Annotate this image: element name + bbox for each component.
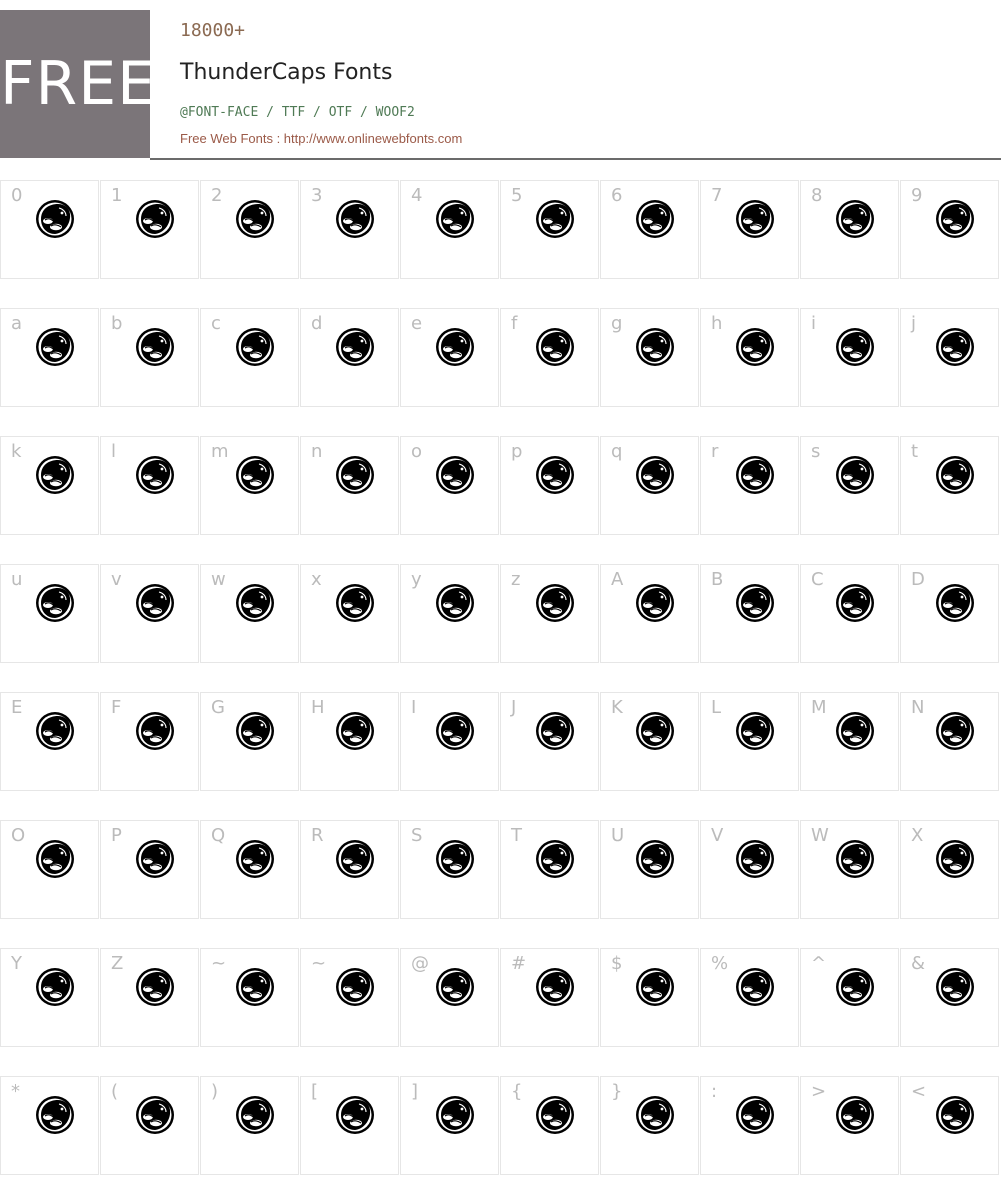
glyph-character-label: L (711, 697, 722, 718)
panther-head-glyph-icon (535, 1095, 575, 1135)
glyph-character-label: W (811, 825, 829, 846)
panther-head-glyph-icon (735, 1095, 775, 1135)
glyph-cell[interactable] (200, 692, 299, 791)
glyph-cell[interactable] (200, 564, 299, 663)
glyph-character-label: j (911, 313, 917, 334)
glyph-cell[interactable] (800, 436, 899, 535)
panther-head-glyph-icon (35, 199, 75, 239)
glyph-character-label: a (11, 313, 23, 334)
glyph-character-label: $ (611, 953, 623, 974)
panther-head-glyph-icon (35, 967, 75, 1007)
glyph-cell[interactable] (400, 948, 499, 1047)
glyph-character-label: e (411, 313, 423, 334)
glyph-character-label: 3 (311, 185, 323, 206)
panther-head-glyph-icon (835, 199, 875, 239)
glyph-cell[interactable] (900, 948, 999, 1047)
glyph-cell[interactable] (300, 948, 399, 1047)
panther-head-glyph-icon (535, 839, 575, 879)
glyph-character-label: g (611, 313, 623, 334)
glyph-character-label: E (11, 697, 23, 718)
source-link[interactable]: Free Web Fonts : http://www.onlinewebfonts.com (180, 131, 463, 146)
panther-head-glyph-icon (435, 327, 475, 367)
glyph-character-label: & (911, 953, 926, 974)
glyph-character-label: ~ (311, 953, 327, 974)
glyph-cell[interactable] (300, 308, 399, 407)
panther-head-glyph-icon (435, 711, 475, 751)
glyph-row (0, 436, 1001, 536)
glyph-character-label: F (111, 697, 122, 718)
glyph-cell[interactable] (800, 948, 899, 1047)
panther-head-glyph-icon (435, 455, 475, 495)
glyph-cell[interactable] (0, 948, 99, 1047)
glyph-character-label: d (311, 313, 323, 334)
panther-head-glyph-icon (635, 327, 675, 367)
panther-head-glyph-icon (735, 839, 775, 879)
glyph-cell[interactable] (600, 948, 699, 1047)
glyph-cell[interactable] (400, 436, 499, 535)
glyph-character-label: [ (311, 1081, 319, 1102)
glyph-cell[interactable] (200, 820, 299, 919)
glyph-character-label: 0 (11, 185, 23, 206)
panther-head-glyph-icon (135, 967, 175, 1007)
panther-head-glyph-icon (435, 583, 475, 623)
panther-head-glyph-icon (935, 327, 975, 367)
glyph-row (0, 948, 1001, 1048)
glyph-cell[interactable] (400, 180, 499, 279)
glyph-character-label: M (811, 697, 827, 718)
glyph-character-label: > (811, 1081, 827, 1102)
font-count: 18000+ (180, 20, 246, 41)
panther-head-glyph-icon (135, 199, 175, 239)
panther-head-glyph-icon (135, 711, 175, 751)
glyph-cell[interactable] (300, 180, 399, 279)
panther-head-glyph-icon (635, 711, 675, 751)
glyph-cell[interactable] (0, 1076, 99, 1175)
glyph-cell[interactable] (800, 180, 899, 279)
panther-head-glyph-icon (235, 327, 275, 367)
glyph-cell[interactable] (0, 820, 99, 919)
panther-head-glyph-icon (235, 967, 275, 1007)
panther-head-glyph-icon (335, 839, 375, 879)
glyph-character-label: * (11, 1081, 20, 1102)
panther-head-glyph-icon (735, 455, 775, 495)
panther-head-glyph-icon (835, 711, 875, 751)
glyph-cell[interactable] (100, 1076, 199, 1175)
glyph-cell[interactable] (500, 564, 599, 663)
glyph-character-label: m (211, 441, 229, 462)
panther-head-glyph-icon (935, 583, 975, 623)
glyph-cell[interactable] (100, 820, 199, 919)
panther-head-glyph-icon (35, 583, 75, 623)
glyph-character-label: h (711, 313, 723, 334)
glyph-character-label: A (611, 569, 624, 590)
glyph-cell[interactable] (100, 564, 199, 663)
glyph-cell[interactable] (100, 948, 199, 1047)
panther-head-glyph-icon (835, 327, 875, 367)
font-title: ThunderCaps Fonts (180, 60, 393, 85)
glyph-character-label: 5 (511, 185, 523, 206)
panther-head-glyph-icon (835, 455, 875, 495)
panther-head-glyph-icon (35, 1095, 75, 1135)
panther-head-glyph-icon (435, 1095, 475, 1135)
glyph-character-label: } (611, 1081, 623, 1102)
panther-head-glyph-icon (235, 1095, 275, 1135)
panther-head-glyph-icon (35, 839, 75, 879)
glyph-cell[interactable] (900, 1076, 999, 1175)
glyph-cell[interactable] (400, 308, 499, 407)
glyph-character-label: n (311, 441, 323, 462)
glyph-cell[interactable] (300, 564, 399, 663)
glyph-row (0, 1076, 1001, 1176)
glyph-cell[interactable] (500, 692, 599, 791)
glyph-character-label: ) (211, 1081, 219, 1102)
panther-head-glyph-icon (235, 711, 275, 751)
glyph-cell[interactable] (800, 564, 899, 663)
panther-head-glyph-icon (735, 199, 775, 239)
panther-head-glyph-icon (835, 583, 875, 623)
glyph-character-label: u (11, 569, 23, 590)
glyph-cell[interactable] (0, 564, 99, 663)
glyph-character-label: t (911, 441, 919, 462)
glyph-character-label: G (211, 697, 225, 718)
panther-head-glyph-icon (135, 583, 175, 623)
glyph-cell[interactable] (500, 308, 599, 407)
glyph-cell[interactable] (100, 692, 199, 791)
panther-head-glyph-icon (335, 711, 375, 751)
glyph-character-label: I (411, 697, 417, 718)
glyph-cell[interactable] (600, 564, 699, 663)
glyph-cell[interactable] (600, 820, 699, 919)
panther-head-glyph-icon (35, 327, 75, 367)
glyph-cell[interactable] (500, 1076, 599, 1175)
glyph-cell[interactable] (900, 436, 999, 535)
panther-head-glyph-icon (835, 1095, 875, 1135)
panther-head-glyph-icon (635, 455, 675, 495)
glyph-cell[interactable] (900, 820, 999, 919)
glyph-cell[interactable] (200, 1076, 299, 1175)
glyph-cell[interactable] (100, 180, 199, 279)
glyph-character-label: X (911, 825, 924, 846)
glyph-cell[interactable] (200, 180, 299, 279)
panther-head-glyph-icon (635, 967, 675, 1007)
glyph-cell[interactable] (200, 308, 299, 407)
glyph-cell[interactable] (0, 308, 99, 407)
glyph-character-label: p (511, 441, 523, 462)
glyph-character-label: O (11, 825, 26, 846)
glyph-character-label: P (111, 825, 122, 846)
panther-head-glyph-icon (435, 967, 475, 1007)
glyph-cell[interactable] (900, 564, 999, 663)
glyph-cell[interactable] (800, 820, 899, 919)
glyph-character-label: U (611, 825, 625, 846)
panther-head-glyph-icon (735, 711, 775, 751)
glyph-character-label: w (211, 569, 226, 590)
glyph-character-label: ~ (211, 953, 227, 974)
glyph-cell[interactable] (600, 180, 699, 279)
glyph-cell[interactable] (0, 436, 99, 535)
glyph-cell[interactable] (300, 1076, 399, 1175)
panther-head-glyph-icon (335, 1095, 375, 1135)
glyph-cell[interactable] (500, 436, 599, 535)
panther-head-glyph-icon (135, 327, 175, 367)
glyph-cell[interactable] (300, 692, 399, 791)
glyph-cell[interactable] (900, 308, 999, 407)
glyph-character-label: x (311, 569, 322, 590)
panther-head-glyph-icon (335, 455, 375, 495)
glyph-character-label: o (411, 441, 423, 462)
glyph-cell[interactable] (800, 692, 899, 791)
panther-head-glyph-icon (135, 455, 175, 495)
glyph-character-label: V (711, 825, 724, 846)
glyph-cell[interactable] (500, 180, 599, 279)
glyph-cell[interactable] (100, 308, 199, 407)
panther-head-glyph-icon (635, 199, 675, 239)
glyph-character-label: ( (111, 1081, 119, 1102)
panther-head-glyph-icon (235, 583, 275, 623)
glyph-cell[interactable] (500, 948, 599, 1047)
glyph-character-label: H (311, 697, 325, 718)
glyph-cell[interactable] (600, 692, 699, 791)
page-header (0, 0, 1001, 160)
glyph-character-label: l (111, 441, 117, 462)
glyph-character-label: Q (211, 825, 226, 846)
glyph-cell[interactable] (400, 1076, 499, 1175)
glyph-character-label: K (611, 697, 623, 718)
panther-head-glyph-icon (535, 455, 575, 495)
glyph-cell[interactable] (800, 308, 899, 407)
glyph-cell[interactable] (700, 564, 799, 663)
free-badge (0, 10, 157, 158)
glyph-character-label: 1 (111, 185, 123, 206)
glyph-character-label: 9 (911, 185, 923, 206)
glyph-character-label: 7 (711, 185, 723, 206)
glyph-character-label: z (511, 569, 521, 590)
glyph-row (0, 180, 1001, 280)
glyph-cell[interactable] (400, 692, 499, 791)
glyph-character-label: k (11, 441, 22, 462)
panther-head-glyph-icon (335, 967, 375, 1007)
glyph-cell[interactable] (500, 820, 599, 919)
glyph-cell[interactable] (700, 948, 799, 1047)
panther-head-glyph-icon (935, 839, 975, 879)
glyph-cell[interactable] (700, 692, 799, 791)
glyph-character-label: : (711, 1081, 718, 1102)
glyph-cell[interactable] (0, 692, 99, 791)
panther-head-glyph-icon (435, 839, 475, 879)
glyph-cell[interactable] (600, 1076, 699, 1175)
glyph-cell[interactable] (700, 308, 799, 407)
glyph-character-label: 8 (811, 185, 823, 206)
glyph-character-label: v (111, 569, 122, 590)
panther-head-glyph-icon (535, 199, 575, 239)
glyph-cell[interactable] (0, 180, 99, 279)
glyph-character-label: T (511, 825, 522, 846)
panther-head-glyph-icon (535, 967, 575, 1007)
glyph-character-label: J (511, 697, 517, 718)
panther-head-glyph-icon (735, 327, 775, 367)
panther-head-glyph-icon (235, 839, 275, 879)
panther-head-glyph-icon (35, 455, 75, 495)
glyph-character-label: D (911, 569, 925, 590)
glyph-character-label: c (211, 313, 221, 334)
panther-head-glyph-icon (835, 839, 875, 879)
glyph-cell[interactable] (900, 692, 999, 791)
glyph-row (0, 692, 1001, 792)
panther-head-glyph-icon (535, 583, 575, 623)
glyph-cell[interactable] (300, 820, 399, 919)
glyph-cell[interactable] (200, 948, 299, 1047)
glyph-cell[interactable] (800, 1076, 899, 1175)
glyph-character-label: s (811, 441, 821, 462)
panther-head-glyph-icon (335, 199, 375, 239)
panther-head-glyph-icon (935, 711, 975, 751)
glyph-cell[interactable] (900, 180, 999, 279)
panther-head-glyph-icon (335, 327, 375, 367)
glyph-character-label: 4 (411, 185, 423, 206)
panther-head-glyph-icon (935, 1095, 975, 1135)
panther-head-glyph-icon (935, 967, 975, 1007)
glyph-cell[interactable] (100, 436, 199, 535)
glyph-character-label: ^ (811, 953, 827, 974)
glyph-character-label: N (911, 697, 925, 718)
panther-head-glyph-icon (235, 199, 275, 239)
panther-head-glyph-icon (35, 711, 75, 751)
glyph-character-label: Z (111, 953, 124, 974)
glyph-character-label: 6 (611, 185, 623, 206)
glyph-character-label: B (711, 569, 724, 590)
panther-head-glyph-icon (535, 711, 575, 751)
glyph-cell[interactable] (700, 820, 799, 919)
glyph-character-label: f (511, 313, 518, 334)
panther-head-glyph-icon (935, 455, 975, 495)
panther-head-glyph-icon (835, 967, 875, 1007)
glyph-character-label: Y (11, 953, 22, 974)
panther-head-glyph-icon (635, 583, 675, 623)
glyph-character-label: 2 (211, 185, 223, 206)
glyph-character-label: q (611, 441, 623, 462)
glyph-character-label: r (711, 441, 719, 462)
panther-head-glyph-icon (135, 839, 175, 879)
glyph-row (0, 820, 1001, 920)
glyph-character-label: y (411, 569, 422, 590)
glyph-cell[interactable] (600, 436, 699, 535)
glyph-character-label: < (911, 1081, 927, 1102)
glyph-character-label: ] (411, 1081, 419, 1102)
glyph-cell[interactable] (700, 1076, 799, 1175)
glyph-cell[interactable] (700, 436, 799, 535)
glyph-cell[interactable] (400, 564, 499, 663)
glyph-character-label: b (111, 313, 123, 334)
glyph-cell[interactable] (200, 436, 299, 535)
glyph-character-label: # (511, 953, 527, 974)
glyph-cell[interactable] (700, 180, 799, 279)
panther-head-glyph-icon (635, 839, 675, 879)
panther-head-glyph-icon (435, 199, 475, 239)
glyph-character-label: C (811, 569, 824, 590)
glyph-cell[interactable] (600, 308, 699, 407)
glyph-character-label: { (511, 1081, 523, 1102)
glyph-cell[interactable] (300, 436, 399, 535)
glyph-character-label: i (811, 313, 817, 334)
panther-head-glyph-icon (935, 199, 975, 239)
glyph-character-label: R (311, 825, 324, 846)
format-list[interactable]: @FONT-FACE / TTF / OTF / WOOF2 (180, 105, 415, 120)
panther-head-glyph-icon (635, 1095, 675, 1135)
free-badge-label: FREE (0, 49, 157, 119)
panther-head-glyph-icon (535, 327, 575, 367)
header-divider (150, 158, 1001, 160)
panther-head-glyph-icon (735, 583, 775, 623)
panther-head-glyph-icon (335, 583, 375, 623)
glyph-row (0, 308, 1001, 408)
glyph-character-label: @ (411, 953, 429, 974)
panther-head-glyph-icon (135, 1095, 175, 1135)
panther-head-glyph-icon (735, 967, 775, 1007)
glyph-character-label: S (411, 825, 423, 846)
panther-head-glyph-icon (235, 455, 275, 495)
glyph-row (0, 564, 1001, 664)
glyph-character-label: % (711, 953, 729, 974)
glyph-cell[interactable] (400, 820, 499, 919)
